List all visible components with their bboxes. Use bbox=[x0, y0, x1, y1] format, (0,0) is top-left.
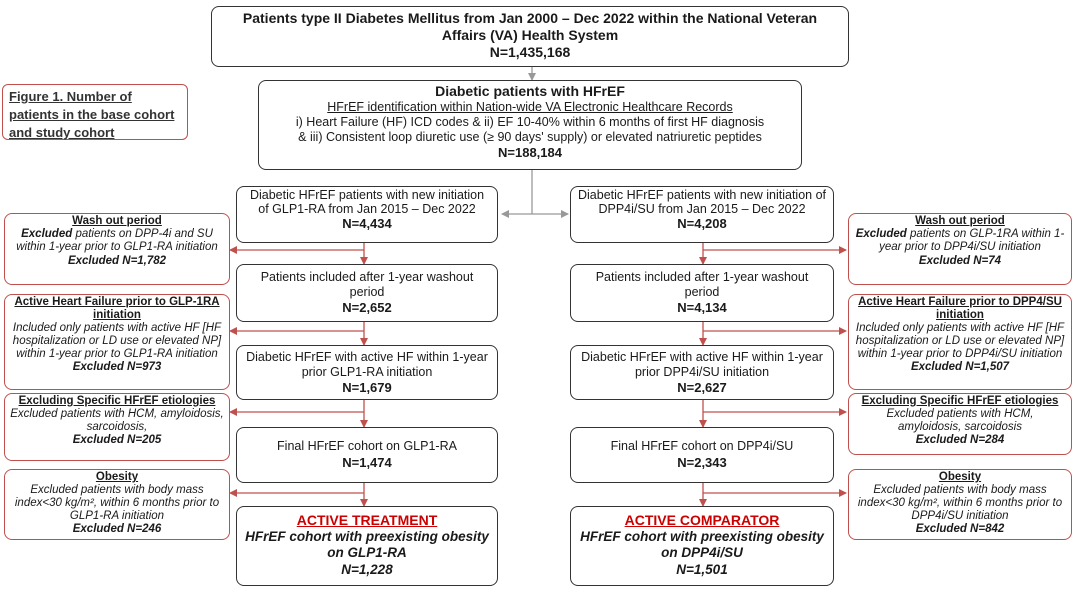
left-step2-text: Patients included after 1-year washout period bbox=[260, 270, 474, 299]
base-population-n: N=1,435,168 bbox=[489, 44, 571, 60]
right-exclusion-etiologies bbox=[848, 393, 1072, 455]
left-excl4-text: Excluded patients with body mass index<30 kg/m², within 6 months prior to GLP1-RA initiation bbox=[14, 484, 220, 522]
right-excl3-title: Excluding Specific HFrEF etiologies bbox=[861, 395, 1059, 407]
base-population-title: Patients type II Diabetes Mellitus from Jan 2000 – Dec 2022 within the National Veteran Affairs (VA) Health System bbox=[242, 10, 818, 43]
right-step4-text: Final HFrEF cohort on DPP4i/SU bbox=[610, 439, 794, 453]
left-excl4-title: Obesity bbox=[95, 471, 139, 483]
right-step3-text: Diabetic HFrEF with active HF within 1-year prior DPP4i/SU initiation bbox=[581, 350, 823, 379]
left-step2-n: N=2,652 bbox=[342, 300, 392, 315]
hfref-criteria-2: & iii) Consistent loop diuretic use (≥ 90 days' supply) or elevated natriuretic peptides bbox=[298, 130, 762, 144]
right-excl3-text: Excluded patients with HCM, amyloidosis, sarcoidosis bbox=[886, 408, 1034, 433]
right-step-active-hf bbox=[570, 345, 834, 400]
left-excl3-title: Excluding Specific HFrEF etiologies bbox=[18, 395, 216, 407]
left-final-n: N=1,228 bbox=[341, 562, 393, 577]
hfref-title: Diabetic patients with HFrEF bbox=[435, 83, 625, 99]
left-excl1-title: Wash out period bbox=[72, 215, 162, 227]
left-step-active-hf bbox=[236, 345, 498, 400]
left-step1-n: N=4,434 bbox=[342, 216, 392, 231]
base-population-box bbox=[211, 6, 849, 67]
right-excl2-text: Included only patients with active HF [HF hospitalization or LD use or elevated NP] within 1-year prior to DPP4i/SU initiation bbox=[855, 322, 1065, 360]
right-step-final-cohort bbox=[570, 427, 834, 483]
left-final-box bbox=[236, 506, 498, 586]
right-step1-text: Diabetic HFrEF patients with new initiation of DPP4i/SU from Jan 2015 – Dec 2022 bbox=[577, 188, 827, 216]
right-exclusion-active-hf bbox=[848, 294, 1072, 390]
left-excl3-n: Excluded N=205 bbox=[72, 434, 162, 446]
right-excl4-text: Excluded patients with body mass index<30 kg/m², within 6 months prior to DPP4i/SU initiation bbox=[857, 484, 1063, 522]
left-step-final-cohort bbox=[236, 427, 498, 483]
left-excl4-n: Excluded N=246 bbox=[72, 523, 162, 535]
right-excl2-n: Excluded N=1,507 bbox=[910, 361, 1010, 373]
figure-label-box bbox=[2, 84, 188, 140]
right-excl4-title: Obesity bbox=[938, 471, 982, 483]
right-step3-n: N=2,627 bbox=[677, 380, 727, 395]
right-exclusion-washout bbox=[848, 213, 1072, 285]
left-step4-text: Final HFrEF cohort on GLP1-RA bbox=[277, 439, 457, 453]
hfref-subtitle: HFrEF identification within Nation-wide VA Electronic Healthcare Records bbox=[327, 100, 733, 114]
right-final-title: ACTIVE COMPARATOR bbox=[624, 512, 780, 528]
right-step4-n: N=2,343 bbox=[677, 455, 727, 470]
right-excl1-title: Wash out period bbox=[915, 215, 1005, 227]
left-exclusion-obesity bbox=[4, 469, 230, 540]
hfref-n: N=188,184 bbox=[498, 145, 562, 160]
right-step1-n: N=4,208 bbox=[677, 216, 727, 231]
right-excl2-title: Active Heart Failure prior to DPP4/SU initiation bbox=[858, 296, 1062, 321]
right-step2-text: Patients included after 1-year washout period bbox=[595, 270, 809, 299]
left-excl2-title: Active Heart Failure prior to GLP-1RA initiation bbox=[14, 296, 220, 321]
left-excl1-n: Excluded N=1,782 bbox=[67, 255, 167, 267]
right-step-washout bbox=[570, 264, 834, 322]
left-step3-text: Diabetic HFrEF with active HF within 1-year prior GLP1-RA initiation bbox=[246, 350, 488, 379]
right-excl4-n: Excluded N=842 bbox=[915, 523, 1005, 535]
right-final-n: N=1,501 bbox=[676, 562, 728, 577]
left-step-washout bbox=[236, 264, 498, 322]
hfref-box bbox=[258, 80, 802, 170]
left-exclusion-active-hf bbox=[4, 294, 230, 390]
right-excl1-n: Excluded N=74 bbox=[918, 255, 1002, 267]
left-excl3-text: Excluded patients with HCM, amyloidosis, sarcoidosis, bbox=[10, 408, 224, 433]
right-final-box bbox=[570, 506, 834, 586]
left-excl2-text: Included only patients with active HF [HF hospitalization or LD use or elevated NP] within 1-year prior to GLP1-RA initiation bbox=[12, 322, 222, 360]
right-exclusion-obesity bbox=[848, 469, 1072, 540]
left-final-title: ACTIVE TREATMENT bbox=[296, 512, 438, 528]
right-final-text: HFrEF cohort with preexisting obesity on DPP4i/SU bbox=[580, 529, 824, 560]
right-excl3-n: Excluded N=284 bbox=[915, 434, 1005, 446]
left-exclusion-etiologies bbox=[4, 393, 230, 461]
hfref-criteria-1: i) Heart Failure (HF) ICD codes & ii) EF 10-40% within 6 months of first HF diagnosis bbox=[295, 115, 765, 129]
right-step2-n: N=4,134 bbox=[677, 300, 727, 315]
left-final-text: HFrEF cohort with preexisting obesity on GLP1-RA bbox=[245, 529, 489, 560]
left-step4-n: N=1,474 bbox=[342, 455, 392, 470]
figure-label: Figure 1. Number of patients in the base cohort and study cohort bbox=[9, 89, 175, 140]
right-step-new-initiation bbox=[570, 186, 834, 243]
left-step-new-initiation bbox=[236, 186, 498, 243]
left-step3-n: N=1,679 bbox=[342, 380, 392, 395]
left-exclusion-washout bbox=[4, 213, 230, 285]
left-excl2-n: Excluded N=973 bbox=[72, 361, 162, 373]
left-excl1-text: patients on DPP-4i and SU within 1-year prior to GLP1-RA initiation bbox=[16, 228, 218, 253]
left-step1-text: Diabetic HFrEF patients with new initiation of GLP1-RA from Jan 2015 – Dec 2022 bbox=[249, 188, 485, 216]
left-excl1-lead: Excluded bbox=[21, 228, 73, 240]
right-excl1-lead: Excluded bbox=[855, 228, 907, 240]
right-excl1-text: patients on GLP-1RA within 1-year prior to DPP4i/SU initiation bbox=[879, 228, 1065, 253]
